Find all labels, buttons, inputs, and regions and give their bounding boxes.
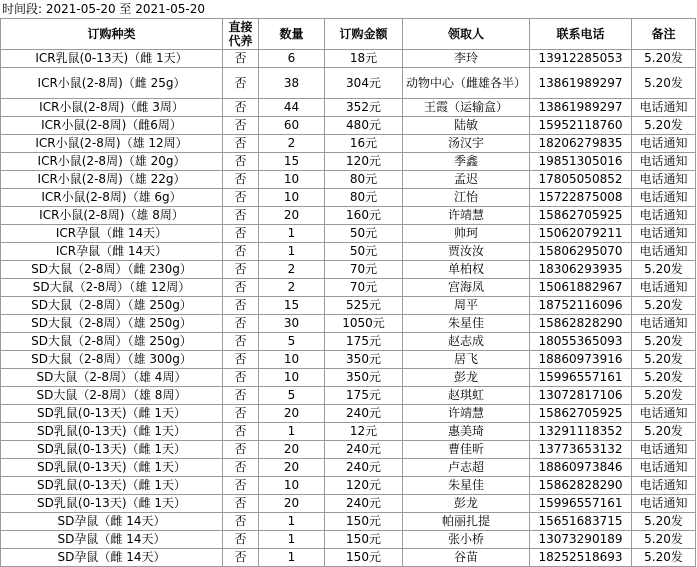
direct-raise-cell: 否 bbox=[223, 369, 259, 387]
phone-cell: 18306293935 bbox=[530, 261, 632, 279]
remark-cell: 电话通知 bbox=[632, 153, 696, 171]
col-header-remark: 备注 bbox=[632, 19, 696, 50]
quantity-cell: 5 bbox=[259, 333, 325, 351]
table-row bbox=[1, 117, 696, 135]
phone-cell: 13073290189 bbox=[530, 531, 632, 549]
table-row bbox=[1, 261, 696, 279]
quantity-cell: 20 bbox=[259, 441, 325, 459]
period-label: 时间段: 2021-05-20 至 2021-05-20 bbox=[2, 2, 205, 16]
remark-cell: 电话通知 bbox=[632, 279, 696, 297]
phone-cell: 18055365093 bbox=[530, 333, 632, 351]
direct-raise-cell: 否 bbox=[223, 387, 259, 405]
direct-raise-cell: 否 bbox=[223, 423, 259, 441]
recipient-cell: 陆敏 bbox=[403, 117, 530, 135]
recipient-cell: 季鑫 bbox=[403, 153, 530, 171]
col-header-species: 订购种类 bbox=[1, 19, 223, 50]
direct-raise-cell: 否 bbox=[223, 351, 259, 369]
remark-cell: 5.20发 bbox=[632, 513, 696, 531]
recipient-cell: 卢志超 bbox=[403, 459, 530, 477]
species-cell: ICR小鼠(2-8周)（雌 25g） bbox=[1, 68, 223, 99]
order-table bbox=[0, 18, 696, 567]
quantity-cell: 15 bbox=[259, 297, 325, 315]
direct-raise-cell: 否 bbox=[223, 261, 259, 279]
species-cell: ICR小鼠(2-8周)（雌 3周） bbox=[1, 99, 223, 117]
species-cell: SD大鼠（2-8周）（雄 8周） bbox=[1, 387, 223, 405]
recipient-cell: 谷苗 bbox=[403, 549, 530, 567]
species-cell: SD孕鼠（雌 14天） bbox=[1, 549, 223, 567]
quantity-cell: 6 bbox=[259, 50, 325, 68]
remark-cell: 电话通知 bbox=[632, 171, 696, 189]
col-header-recipient: 领取人 bbox=[403, 19, 530, 50]
remark-cell: 5.20发 bbox=[632, 68, 696, 99]
remark-cell: 5.20发 bbox=[632, 297, 696, 315]
direct-raise-cell: 否 bbox=[223, 243, 259, 261]
remark-cell: 5.20发 bbox=[632, 351, 696, 369]
recipient-cell: 张小桥 bbox=[403, 531, 530, 549]
amount-cell: 150元 bbox=[325, 549, 403, 567]
amount-cell: 50元 bbox=[325, 225, 403, 243]
amount-cell: 150元 bbox=[325, 531, 403, 549]
amount-cell: 80元 bbox=[325, 171, 403, 189]
direct-raise-cell: 否 bbox=[223, 171, 259, 189]
quantity-cell: 1 bbox=[259, 531, 325, 549]
quantity-cell: 20 bbox=[259, 405, 325, 423]
remark-cell: 电话通知 bbox=[632, 315, 696, 333]
amount-cell: 240元 bbox=[325, 441, 403, 459]
direct-raise-cell: 否 bbox=[223, 459, 259, 477]
species-cell: SD大鼠（2-8周）（雄 250g） bbox=[1, 333, 223, 351]
phone-cell: 15651683715 bbox=[530, 513, 632, 531]
remark-cell: 5.20发 bbox=[632, 549, 696, 567]
recipient-cell: 王霞（运输盒） bbox=[403, 99, 530, 117]
recipient-cell: 彭龙 bbox=[403, 495, 530, 513]
col-header-quantity: 数量 bbox=[259, 19, 325, 50]
table-row bbox=[1, 99, 696, 117]
quantity-cell: 2 bbox=[259, 135, 325, 153]
table-row bbox=[1, 189, 696, 207]
phone-cell: 18860973846 bbox=[530, 459, 632, 477]
table-row bbox=[1, 279, 696, 297]
quantity-cell: 60 bbox=[259, 117, 325, 135]
table-row bbox=[1, 153, 696, 171]
species-cell: SD大鼠（2-8周）（雄 250g） bbox=[1, 297, 223, 315]
direct-raise-cell: 否 bbox=[223, 68, 259, 99]
species-cell: SD大鼠（2-8周）（雄 300g） bbox=[1, 351, 223, 369]
direct-raise-cell: 否 bbox=[223, 315, 259, 333]
table-header-row bbox=[1, 19, 696, 50]
remark-cell: 5.20发 bbox=[632, 369, 696, 387]
species-cell: ICR孕鼠（雌 14天） bbox=[1, 243, 223, 261]
phone-cell: 15862828290 bbox=[530, 315, 632, 333]
quantity-cell: 1 bbox=[259, 513, 325, 531]
direct-raise-cell: 否 bbox=[223, 513, 259, 531]
table-row bbox=[1, 549, 696, 567]
recipient-cell: 李玲 bbox=[403, 50, 530, 68]
quantity-cell: 1 bbox=[259, 243, 325, 261]
species-cell: SD乳鼠(0-13天)（雌 1天） bbox=[1, 405, 223, 423]
direct-raise-cell: 否 bbox=[223, 297, 259, 315]
phone-cell: 15862705925 bbox=[530, 405, 632, 423]
amount-cell: 120元 bbox=[325, 153, 403, 171]
remark-cell: 电话通知 bbox=[632, 225, 696, 243]
remark-cell: 5.20发 bbox=[632, 333, 696, 351]
species-cell: ICR小鼠(2-8周)（雌6周） bbox=[1, 117, 223, 135]
remark-cell: 电话通知 bbox=[632, 459, 696, 477]
quantity-cell: 2 bbox=[259, 279, 325, 297]
amount-cell: 240元 bbox=[325, 405, 403, 423]
table-row bbox=[1, 50, 696, 68]
phone-cell: 15061882967 bbox=[530, 279, 632, 297]
direct-raise-cell: 否 bbox=[223, 477, 259, 495]
table-row bbox=[1, 405, 696, 423]
table-row bbox=[1, 369, 696, 387]
table-row bbox=[1, 315, 696, 333]
direct-raise-cell: 否 bbox=[223, 117, 259, 135]
phone-cell: 17805050852 bbox=[530, 171, 632, 189]
direct-raise-cell: 否 bbox=[223, 549, 259, 567]
direct-raise-cell: 否 bbox=[223, 153, 259, 171]
direct-raise-cell: 否 bbox=[223, 225, 259, 243]
species-cell: ICR小鼠(2-8周)（雄 12周） bbox=[1, 135, 223, 153]
amount-cell: 80元 bbox=[325, 189, 403, 207]
phone-cell: 15722875008 bbox=[530, 189, 632, 207]
species-cell: ICR乳鼠(0-13天)（雌 1天） bbox=[1, 50, 223, 68]
phone-cell: 15996557161 bbox=[530, 495, 632, 513]
amount-cell: 175元 bbox=[325, 387, 403, 405]
amount-cell: 240元 bbox=[325, 459, 403, 477]
table-row bbox=[1, 207, 696, 225]
quantity-cell: 10 bbox=[259, 369, 325, 387]
recipient-cell: 周平 bbox=[403, 297, 530, 315]
recipient-cell: 朱星佳 bbox=[403, 477, 530, 495]
phone-cell: 15806295070 bbox=[530, 243, 632, 261]
amount-cell: 50元 bbox=[325, 243, 403, 261]
amount-cell: 150元 bbox=[325, 513, 403, 531]
species-cell: ICR小鼠(2-8周)（雄 6g） bbox=[1, 189, 223, 207]
remark-cell: 电话通知 bbox=[632, 441, 696, 459]
recipient-cell: 贾汝汝 bbox=[403, 243, 530, 261]
remark-cell: 电话通知 bbox=[632, 477, 696, 495]
remark-cell: 5.20发 bbox=[632, 531, 696, 549]
recipient-cell: 帕丽扎提 bbox=[403, 513, 530, 531]
quantity-cell: 20 bbox=[259, 207, 325, 225]
quantity-cell: 10 bbox=[259, 477, 325, 495]
recipient-cell: 彭龙 bbox=[403, 369, 530, 387]
species-cell: SD乳鼠(0-13天)（雌 1天） bbox=[1, 495, 223, 513]
recipient-cell: 帅珂 bbox=[403, 225, 530, 243]
direct-raise-cell: 否 bbox=[223, 441, 259, 459]
phone-cell: 13912285053 bbox=[530, 50, 632, 68]
table-row bbox=[1, 459, 696, 477]
table-row bbox=[1, 513, 696, 531]
direct-raise-cell: 否 bbox=[223, 50, 259, 68]
recipient-cell: 许靖慧 bbox=[403, 405, 530, 423]
species-cell: SD乳鼠(0-13天)（雌 1天） bbox=[1, 459, 223, 477]
quantity-cell: 38 bbox=[259, 68, 325, 99]
remark-cell: 5.20发 bbox=[632, 387, 696, 405]
quantity-cell: 1 bbox=[259, 225, 325, 243]
species-cell: SD大鼠（2-8周）（雌 230g） bbox=[1, 261, 223, 279]
col-header-amount: 订购金额 bbox=[325, 19, 403, 50]
species-cell: SD大鼠（2-8周）（雄 12周） bbox=[1, 279, 223, 297]
table-row bbox=[1, 477, 696, 495]
recipient-cell: 曹佳昕 bbox=[403, 441, 530, 459]
phone-cell: 18860973916 bbox=[530, 351, 632, 369]
remark-cell: 5.20发 bbox=[632, 117, 696, 135]
remark-cell: 电话通知 bbox=[632, 207, 696, 225]
amount-cell: 175元 bbox=[325, 333, 403, 351]
phone-cell: 13861989297 bbox=[530, 68, 632, 99]
col-header-direct-raise: 直接代养 bbox=[223, 19, 259, 50]
direct-raise-cell: 否 bbox=[223, 189, 259, 207]
species-cell: ICR小鼠(2-8周)（雄 20g） bbox=[1, 153, 223, 171]
quantity-cell: 44 bbox=[259, 99, 325, 117]
phone-cell: 18252518693 bbox=[530, 549, 632, 567]
phone-cell: 18206279835 bbox=[530, 135, 632, 153]
remark-cell: 5.20发 bbox=[632, 50, 696, 68]
amount-cell: 70元 bbox=[325, 279, 403, 297]
species-cell: SD大鼠（2-8周）（雄 4周） bbox=[1, 369, 223, 387]
quantity-cell: 2 bbox=[259, 261, 325, 279]
species-cell: SD孕鼠（雌 14天） bbox=[1, 531, 223, 549]
table-row bbox=[1, 387, 696, 405]
amount-cell: 304元 bbox=[325, 68, 403, 99]
table-row bbox=[1, 351, 696, 369]
direct-raise-cell: 否 bbox=[223, 333, 259, 351]
direct-raise-cell: 否 bbox=[223, 135, 259, 153]
quantity-cell: 10 bbox=[259, 171, 325, 189]
recipient-cell: 居飞 bbox=[403, 351, 530, 369]
recipient-cell: 汤汉宇 bbox=[403, 135, 530, 153]
amount-cell: 240元 bbox=[325, 495, 403, 513]
table-row bbox=[1, 495, 696, 513]
table-row bbox=[1, 531, 696, 549]
amount-cell: 12元 bbox=[325, 423, 403, 441]
species-cell: SD大鼠（2-8周）（雄 250g） bbox=[1, 315, 223, 333]
recipient-cell: 赵志成 bbox=[403, 333, 530, 351]
phone-cell: 15862828290 bbox=[530, 477, 632, 495]
amount-cell: 70元 bbox=[325, 261, 403, 279]
remark-cell: 电话通知 bbox=[632, 189, 696, 207]
amount-cell: 18元 bbox=[325, 50, 403, 68]
phone-cell: 15996557161 bbox=[530, 369, 632, 387]
quantity-cell: 30 bbox=[259, 315, 325, 333]
recipient-cell: 赵琪虹 bbox=[403, 387, 530, 405]
table-row bbox=[1, 171, 696, 189]
amount-cell: 480元 bbox=[325, 117, 403, 135]
remark-cell: 电话通知 bbox=[632, 405, 696, 423]
remark-cell: 电话通知 bbox=[632, 495, 696, 513]
direct-raise-cell: 否 bbox=[223, 207, 259, 225]
quantity-cell: 15 bbox=[259, 153, 325, 171]
amount-cell: 16元 bbox=[325, 135, 403, 153]
species-cell: ICR小鼠(2-8周)（雄 22g） bbox=[1, 171, 223, 189]
species-cell: SD孕鼠（雌 14天） bbox=[1, 513, 223, 531]
direct-raise-cell: 否 bbox=[223, 531, 259, 549]
direct-raise-cell: 否 bbox=[223, 405, 259, 423]
table-row bbox=[1, 68, 696, 99]
species-cell: ICR孕鼠（雌 14天） bbox=[1, 225, 223, 243]
table-row bbox=[1, 225, 696, 243]
phone-cell: 13291118352 bbox=[530, 423, 632, 441]
phone-cell: 15062079211 bbox=[530, 225, 632, 243]
quantity-cell: 10 bbox=[259, 351, 325, 369]
species-cell: SD乳鼠(0-13天)（雌 1天） bbox=[1, 441, 223, 459]
species-cell: SD乳鼠(0-13天)（雌 1天） bbox=[1, 477, 223, 495]
recipient-cell: 许靖慧 bbox=[403, 207, 530, 225]
table-row bbox=[1, 243, 696, 261]
quantity-cell: 5 bbox=[259, 387, 325, 405]
table-row bbox=[1, 441, 696, 459]
amount-cell: 350元 bbox=[325, 369, 403, 387]
table-row bbox=[1, 333, 696, 351]
species-cell: SD乳鼠(0-13天)（雌 1天） bbox=[1, 423, 223, 441]
phone-cell: 13072817106 bbox=[530, 387, 632, 405]
table-row bbox=[1, 297, 696, 315]
recipient-cell: 动物中心（雌雄各半） bbox=[403, 68, 530, 99]
table-row bbox=[1, 135, 696, 153]
remark-cell: 电话通知 bbox=[632, 243, 696, 261]
quantity-cell: 1 bbox=[259, 423, 325, 441]
quantity-cell: 20 bbox=[259, 459, 325, 477]
phone-cell: 15952118760 bbox=[530, 117, 632, 135]
quantity-cell: 10 bbox=[259, 189, 325, 207]
species-cell: ICR小鼠(2-8周)（雄 8周） bbox=[1, 207, 223, 225]
remark-cell: 5.20发 bbox=[632, 261, 696, 279]
recipient-cell: 朱星佳 bbox=[403, 315, 530, 333]
phone-cell: 18752116096 bbox=[530, 297, 632, 315]
amount-cell: 352元 bbox=[325, 99, 403, 117]
remark-cell: 5.20发 bbox=[632, 423, 696, 441]
recipient-cell: 宫海凤 bbox=[403, 279, 530, 297]
recipient-cell: 江怡 bbox=[403, 189, 530, 207]
amount-cell: 1050元 bbox=[325, 315, 403, 333]
direct-raise-cell: 否 bbox=[223, 495, 259, 513]
quantity-cell: 20 bbox=[259, 495, 325, 513]
remark-cell: 电话通知 bbox=[632, 99, 696, 117]
col-header-phone: 联系电话 bbox=[530, 19, 632, 50]
phone-cell: 13773653132 bbox=[530, 441, 632, 459]
recipient-cell: 孟迟 bbox=[403, 171, 530, 189]
amount-cell: 120元 bbox=[325, 477, 403, 495]
recipient-cell: 单柏权 bbox=[403, 261, 530, 279]
amount-cell: 160元 bbox=[325, 207, 403, 225]
direct-raise-cell: 否 bbox=[223, 279, 259, 297]
recipient-cell: 惠美琦 bbox=[403, 423, 530, 441]
table-row bbox=[1, 423, 696, 441]
remark-cell: 电话通知 bbox=[632, 135, 696, 153]
amount-cell: 350元 bbox=[325, 351, 403, 369]
phone-cell: 13861989297 bbox=[530, 99, 632, 117]
quantity-cell: 1 bbox=[259, 549, 325, 567]
amount-cell: 525元 bbox=[325, 297, 403, 315]
phone-cell: 19851305016 bbox=[530, 153, 632, 171]
direct-raise-cell: 否 bbox=[223, 99, 259, 117]
phone-cell: 15862705925 bbox=[530, 207, 632, 225]
